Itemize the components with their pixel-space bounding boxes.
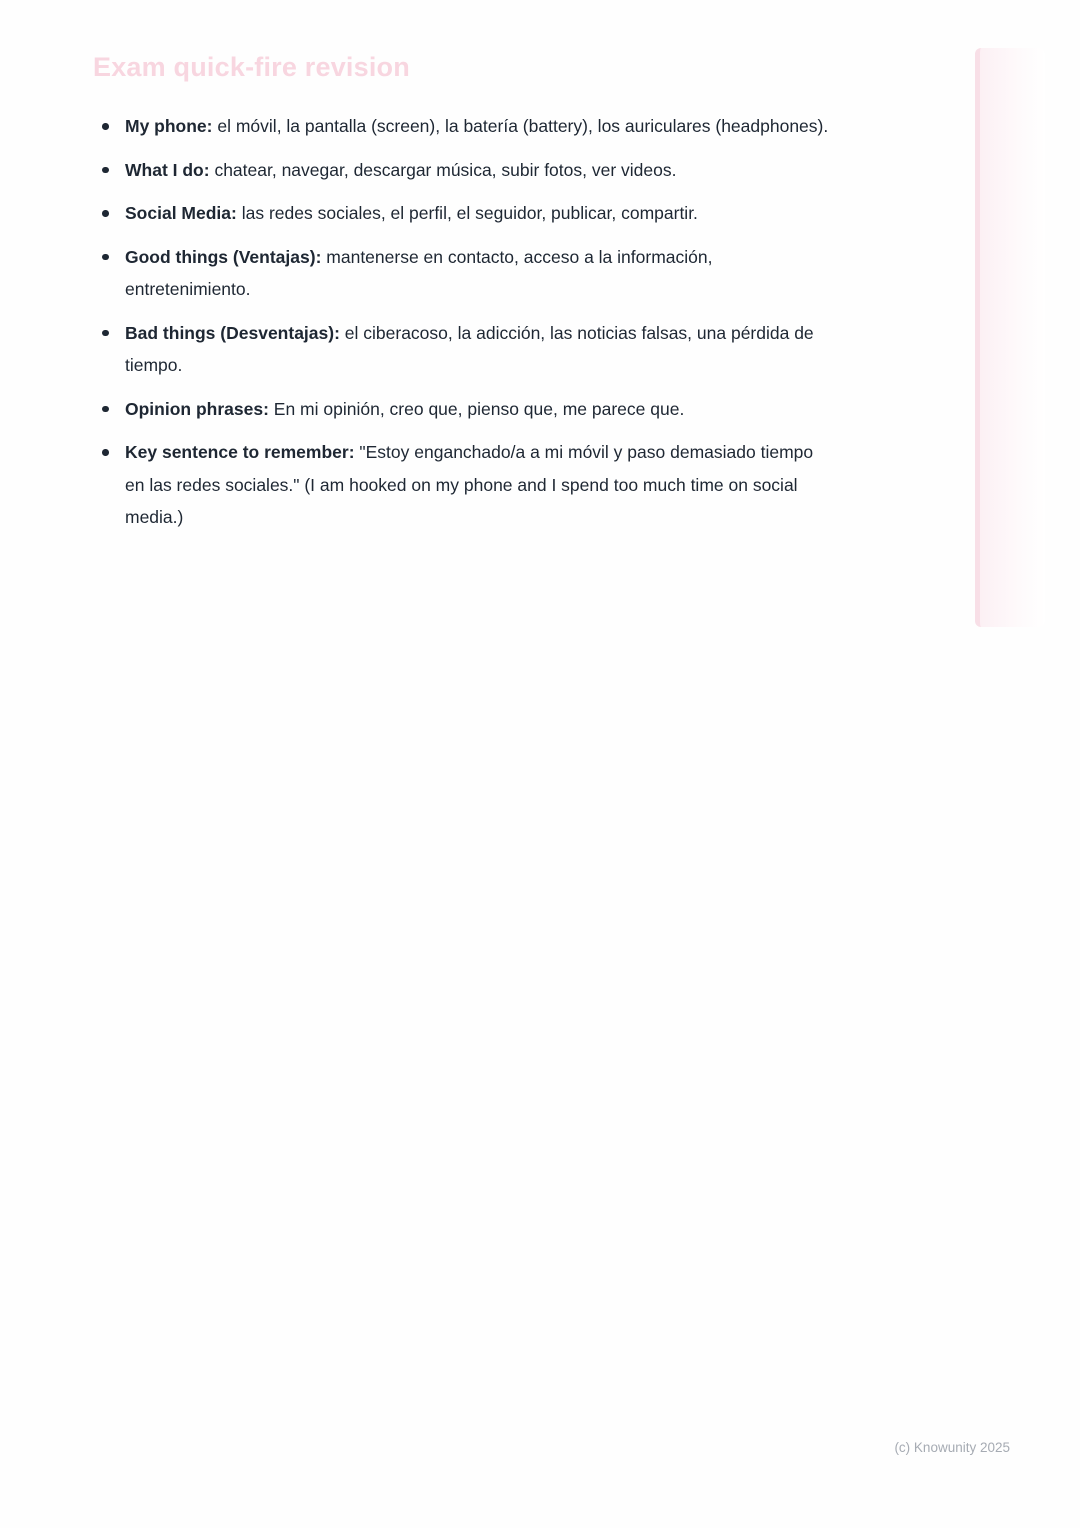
item-label: Key sentence to remember:: [125, 442, 355, 462]
revision-list: [125, 110, 831, 545]
item-text: el móvil, la pantalla (screen), la batería (battery), los auriculares (headphones).: [217, 116, 829, 136]
item-text: En mi opinión, creo que, pienso que, me parece que.: [273, 398, 685, 419]
item-text: el ciberacoso, la adicción, las noticias falsas, una pérdida de tiempo.: [125, 322, 814, 375]
item-label: My phone:: [125, 116, 213, 136]
item-label: Good things (Ventajas):: [125, 246, 322, 267]
item-label: What I do:: [125, 159, 210, 180]
list-item: [125, 241, 831, 306]
copyright-footer: (c) Knowunity 2025: [894, 1440, 1010, 1455]
page-title: Exam quick-fire revision: [93, 52, 410, 82]
item-label: Social Media:: [125, 203, 237, 223]
item-text: mantenerse en contacto, acceso a la información, entretenimiento.: [125, 246, 713, 299]
item-text: las redes sociales, el perfil, el seguidor, publicar, compartir.: [241, 203, 698, 223]
list-item: [125, 197, 831, 230]
list-item: [125, 393, 831, 426]
list-item: [125, 317, 831, 382]
item-text: "Estoy enganchado/a a mi móvil y paso demasiado tiempo en las redes sociales." (I am hooked on my phone and I spend too much time on social media.): [125, 442, 814, 527]
list-item: [125, 154, 831, 187]
item-text: chatear, navegar, descargar música, subir fotos, ver videos.: [214, 159, 677, 180]
item-label: Opinion phrases:: [125, 398, 269, 419]
item-label: Bad things (Desventajas):: [125, 322, 340, 343]
list-item: [125, 436, 831, 534]
right-accent-strip: [975, 48, 1045, 627]
list-item: [125, 110, 831, 143]
